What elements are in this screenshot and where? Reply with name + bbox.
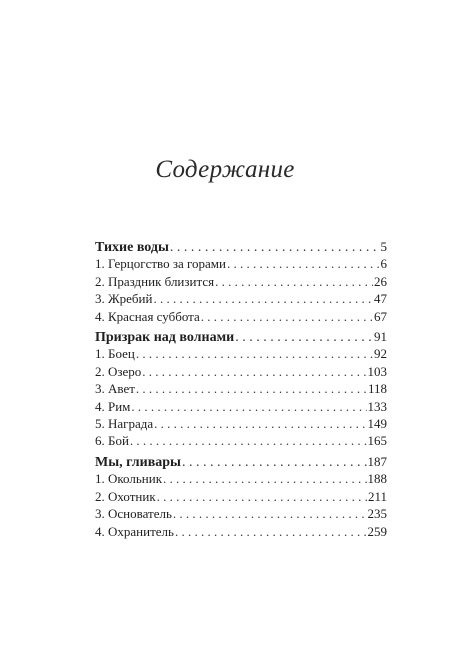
toc-page-number: 165 xyxy=(367,433,387,449)
dot-leader xyxy=(136,380,367,397)
toc-chapter xyxy=(95,290,387,307)
toc-chapter xyxy=(95,470,387,487)
toc-chapter-label: 2. Озеро xyxy=(95,363,142,379)
dot-leader xyxy=(182,454,367,471)
toc-chapter-label: 4. Охранитель xyxy=(95,523,174,539)
toc-chapter-label: 4. Красная суббота xyxy=(95,308,200,324)
toc-chapter xyxy=(95,308,387,325)
toc-part xyxy=(95,328,387,345)
page-title: Содержание xyxy=(155,156,295,183)
toc-page-number: 47 xyxy=(374,291,387,307)
toc-chapter xyxy=(95,488,387,505)
toc-chapter xyxy=(95,273,387,290)
toc-chapter xyxy=(95,505,387,522)
toc-page-number: 118 xyxy=(367,381,387,397)
toc-chapter xyxy=(95,345,387,362)
toc-page-number: 211 xyxy=(367,488,387,504)
toc-page-number: 259 xyxy=(367,523,387,539)
dot-leader xyxy=(136,345,373,362)
toc-chapter xyxy=(95,398,387,415)
toc-chapter-label: 2. Праздник близится xyxy=(95,273,215,289)
toc-page-number: 92 xyxy=(374,346,387,362)
toc-page-number: 6 xyxy=(380,256,387,272)
toc-chapter-label: 4. Рим xyxy=(95,398,131,414)
toc-chapter xyxy=(95,523,387,540)
toc-page-number: 5 xyxy=(380,239,387,254)
toc-chapter-label: 2. Охотник xyxy=(95,488,156,504)
dot-leader xyxy=(163,470,366,487)
toc-page-number: 235 xyxy=(367,506,387,522)
toc-section-3 xyxy=(95,453,387,540)
toc-chapter-label: 1. Боец xyxy=(95,346,135,362)
toc-page-number: 188 xyxy=(367,471,387,487)
toc-page-number: 103 xyxy=(367,363,387,379)
dot-leader xyxy=(235,329,373,346)
toc-page-number: 133 xyxy=(367,398,387,414)
toc-chapter xyxy=(95,380,387,397)
toc-page-number: 149 xyxy=(367,415,387,431)
dot-leader xyxy=(173,505,367,522)
toc-part xyxy=(95,453,387,470)
toc-part-label: Призрак над волнами xyxy=(95,330,235,345)
toc-section-1 xyxy=(95,238,387,325)
dot-leader xyxy=(130,432,367,449)
toc-page-number: 91 xyxy=(374,329,387,344)
dot-leader xyxy=(170,239,380,256)
toc-chapter-label: 1. Герцогство за горами xyxy=(95,256,226,272)
toc-part xyxy=(95,238,387,255)
dot-leader xyxy=(201,308,373,325)
toc-chapter xyxy=(95,363,387,380)
toc-chapter-label: 1. Окольник xyxy=(95,471,163,487)
toc-page-number: 187 xyxy=(367,454,387,469)
toc-page-number: 67 xyxy=(374,308,387,324)
dot-leader xyxy=(131,398,366,415)
toc-chapter xyxy=(95,415,387,432)
toc-section-2 xyxy=(95,328,387,450)
toc-chapter xyxy=(95,432,387,449)
toc-chapter-label: 3. Авет xyxy=(95,381,135,397)
dot-leader xyxy=(175,523,367,540)
dot-leader xyxy=(153,290,373,307)
toc-chapter-label: 5. Награда xyxy=(95,415,154,431)
toc-part-label: Мы, гливары xyxy=(95,455,181,470)
dot-leader xyxy=(215,273,373,290)
dot-leader xyxy=(227,255,380,272)
toc-chapter-label: 3. Жребий xyxy=(95,291,153,307)
toc-chapter-label: 6. Бой xyxy=(95,433,129,449)
dot-leader xyxy=(154,415,366,432)
toc-page-number: 26 xyxy=(374,273,387,289)
dot-leader xyxy=(157,488,367,505)
toc-part-label: Тихие воды xyxy=(95,240,169,255)
dot-leader xyxy=(142,363,366,380)
toc-chapter-label: 3. Основатель xyxy=(95,506,172,522)
toc-chapter xyxy=(95,255,387,272)
